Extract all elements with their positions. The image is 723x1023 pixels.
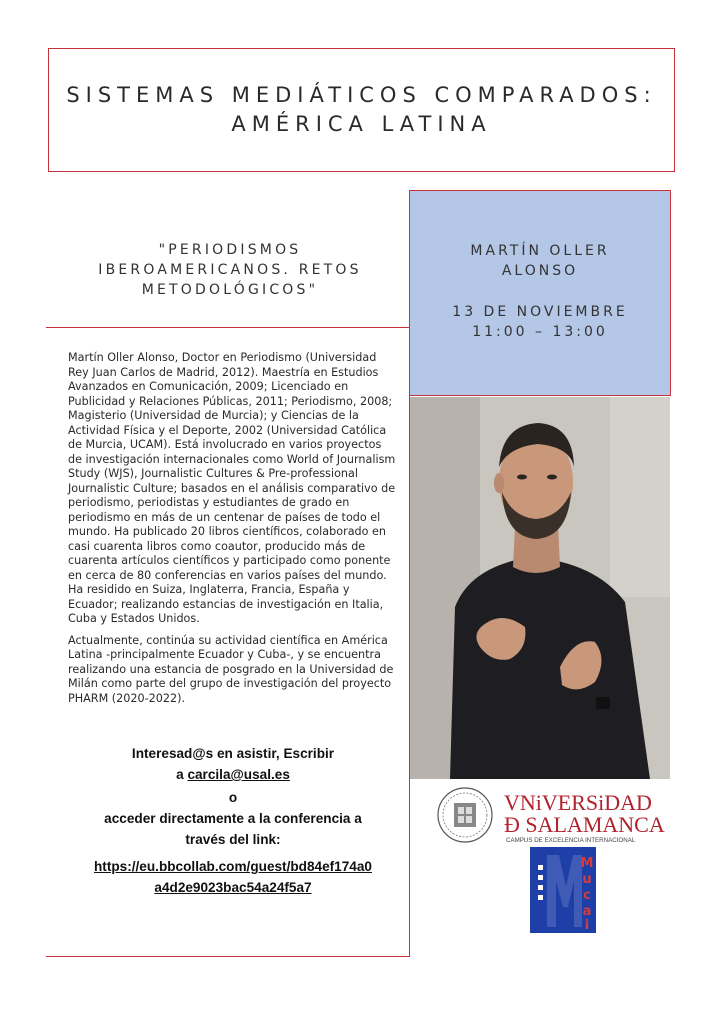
event-date: 13 DE NOVIEMBRE [452, 304, 628, 320]
mucai-letter-1: M [580, 856, 594, 871]
subtitle-line-2: IBEROAMERICANOS. RETOS [98, 262, 362, 278]
contact-or: o [228, 790, 238, 805]
event-time: 11:00 – 13:00 [472, 324, 608, 340]
contact-line-4: través del link: [185, 832, 281, 847]
contact-info [60, 743, 406, 898]
conference-subtitle [60, 240, 400, 300]
subtitle-line-1: "PERIODISMOS [158, 242, 302, 258]
bio-paragraph-1: Martín Oller Alonso, Doctor en Periodismo (Universidad Rey Juan Carlos de Madrid, 2012). Maestría en Estudios Avanzados en Comunicación, 2009; Licenciado en Publicidad y Relaciones Públicas, 2011; Periodismo, 2008; Magisterio (Universidad de Murcia); y Ciencias de la Actividad Física y el Deporte, 2002 (Universidad Católica de Murcia, UCAM). Está involucrado en varios proyectos de investigación internacionales como World of Journalism Study (WJS), Journalistic Cultures & Pre-professional Journalistic Culture; basados en el análisis comparativo de periodismo, periodistas y estudiantes de grado en periodismo en más de un centenar de países de todo el mundo. Ha publicado 20 libros científicos, colaborado en casi cuarenta libros como coautor, producido más de cuarenta artículos científicos y participado como ponente en cerca de 80 conferencias en varios países del mundo. Ha residido en Suiza, Inglaterra, Francia, España y Ecuador; realizando estancias de investigación en Italia, Cuba y Estados Unidos. [68, 351, 396, 625]
mucai-logo [530, 847, 596, 937]
mucai-letter-5: i [584, 918, 590, 933]
contact-line-1: Interesad@s en asistir, Escribir [131, 746, 335, 761]
subtitle-line-3: METODOLÓGICOS" [141, 282, 319, 298]
conference-link-line-1[interactable]: https://eu.bbcollab.com/guest/bd84ef174a0 [94, 859, 372, 874]
usal-name-line-2: Ð SALAMANCA [504, 812, 665, 837]
mucai-letter-4: a [582, 904, 592, 919]
bio-paragraph-2: Actualmente, continúa su actividad científica en América Latina -principalmente Ecuador y Cuba-, y se encuentra realizando una estancia de posgrado en la Universidad de Milán como parte del grupo de investigación del proyecto PHARM (2020-2022). [68, 633, 394, 705]
speaker-name-line-1: MARTÍN OLLER [470, 243, 610, 259]
email-link[interactable]: carcila@usal.es [187, 767, 290, 782]
conference-link[interactable] [60, 856, 406, 898]
usal-tagline: CAMPUS DE EXCELENCIA INTERNACIONAL [506, 837, 636, 844]
universidad-salamanca-logo [434, 786, 665, 848]
usal-logo-graphic [434, 786, 665, 844]
contact-line-3: acceder directamente a la conferencia a [104, 811, 362, 826]
speaker-photo-illustration [410, 397, 670, 779]
title-box [48, 48, 675, 172]
speaker-info-box [409, 190, 671, 396]
contact-prefix: a [176, 767, 188, 782]
title-line-1: SISTEMAS MEDIÁTICOS COMPARADOS: [66, 83, 657, 107]
mucai-letter-2: u [582, 872, 592, 887]
contact-line-2 [60, 764, 406, 785]
speaker-bio [68, 351, 398, 706]
title-line-2: AMÉRICA LATINA [231, 112, 492, 136]
speaker-name-line-2: ALONSO [501, 263, 579, 279]
mucai-letter-3: c [583, 888, 591, 903]
speaker-photo [410, 397, 670, 779]
conference-link-line-2[interactable]: a4d2e9023bac54a24f5a7 [154, 880, 312, 895]
usal-name-line-1: VNiVERSiDAD [504, 790, 652, 815]
mucai-logo-graphic [530, 847, 596, 933]
